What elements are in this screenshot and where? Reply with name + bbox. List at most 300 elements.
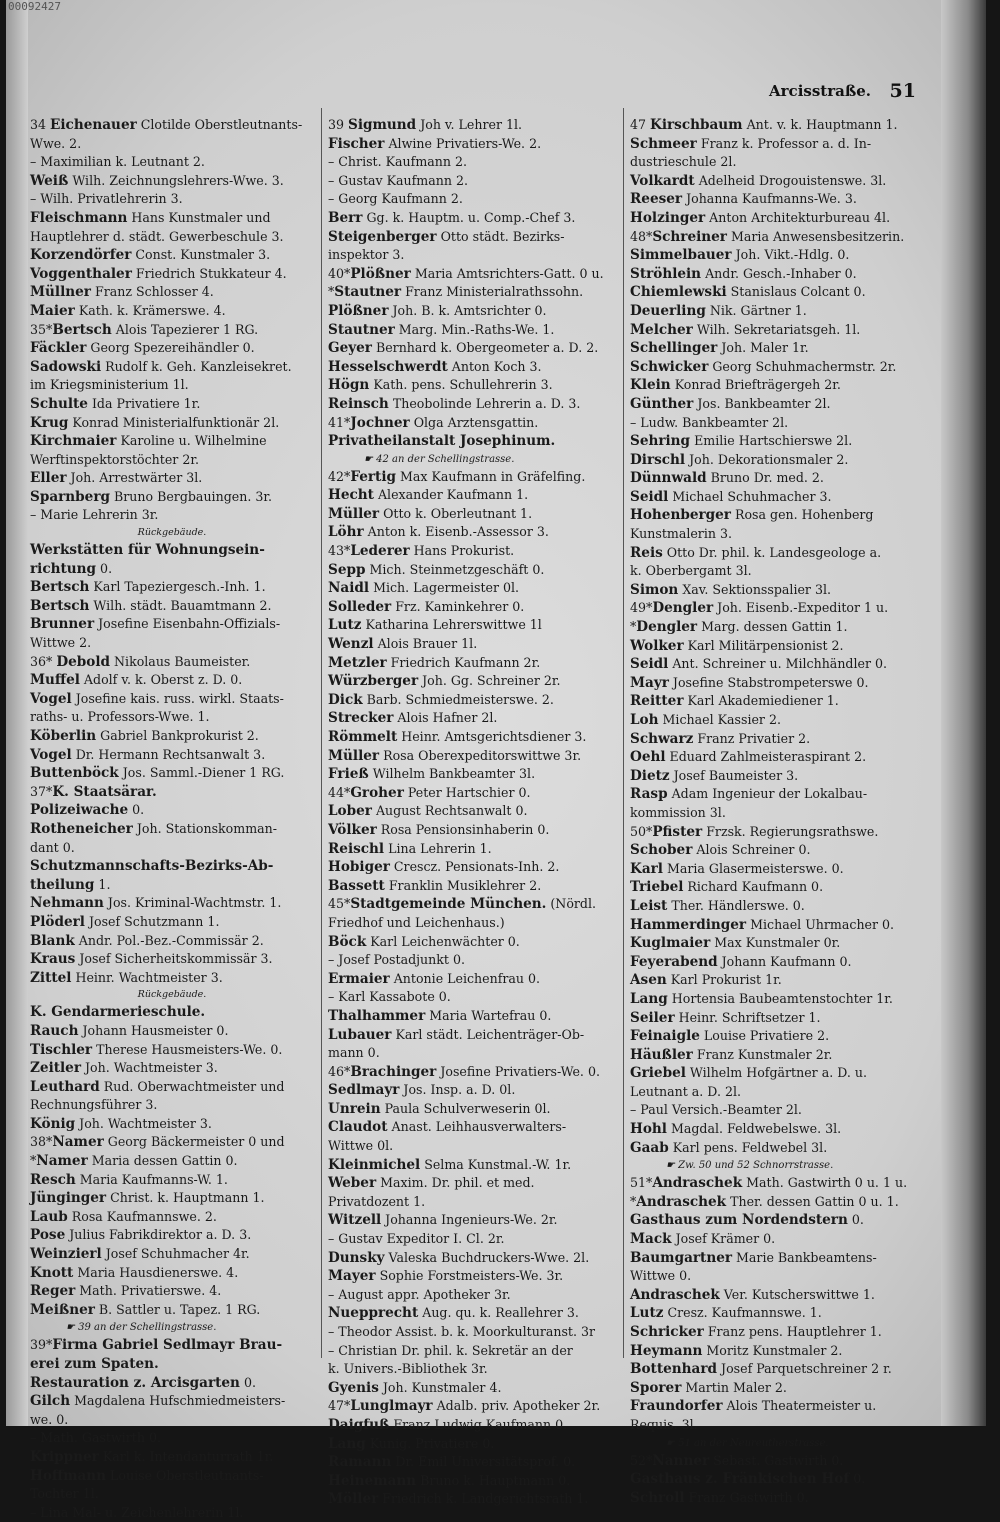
resident-name: Lunglmayr xyxy=(350,1398,433,1415)
entry-details: Clotilde Oberstleutnants- xyxy=(136,117,303,132)
section-heading: Rückgebäude. xyxy=(137,527,207,539)
resident-name: Frieß xyxy=(328,766,369,783)
resident-name: Hobiger xyxy=(328,859,390,876)
entry-details: – Marie Lehrerin 3r. xyxy=(30,507,159,523)
house-number: 47 xyxy=(630,117,651,132)
house-number: * xyxy=(30,1153,37,1169)
resident-name: Eller xyxy=(30,470,67,487)
resident-name: Hesselschwerdt xyxy=(328,358,448,375)
entry-details: Heinr. Schriftsetzer 1. xyxy=(674,1009,821,1025)
directory-entry xyxy=(630,1193,926,1212)
house-number: 40* xyxy=(328,265,351,281)
entry-details: Johanna Kaufmanns-We. 3. xyxy=(682,191,857,207)
directory-entry xyxy=(328,172,620,191)
entry-details: Alexander Kaufmann 1. xyxy=(373,487,529,503)
resident-name: Müllner xyxy=(30,284,91,301)
entry-details: Wittwe 2. xyxy=(30,635,92,651)
resident-name: Simmelbauer xyxy=(630,247,732,264)
entry-details: Alois Schreiner 0. xyxy=(692,842,811,858)
directory-entry xyxy=(630,562,926,581)
entry-details: Adam Ingenieur der Lokalbau- xyxy=(667,786,868,802)
directory-entry xyxy=(30,950,314,969)
resident-name: Deuerling xyxy=(630,302,706,319)
resident-name: Steigenberger xyxy=(328,228,437,245)
column-right xyxy=(630,116,926,1507)
resident-name: Bertsch xyxy=(52,321,112,338)
resident-name: Geyer xyxy=(328,340,372,357)
entry-details: – Lina Mal- u. Zeichenlehrerin 1l. xyxy=(30,1504,244,1520)
directory-entry xyxy=(30,671,314,690)
directory-entry xyxy=(328,486,620,505)
directory-entry xyxy=(630,692,926,711)
entry-details: Rosa Oberexpeditorswittwe 3r. xyxy=(379,747,582,763)
directory-entry xyxy=(630,1027,926,1046)
directory-entry xyxy=(328,1323,620,1342)
directory-entry xyxy=(30,783,314,802)
resident-name: Bassett xyxy=(328,877,385,894)
resident-name: Laub xyxy=(30,1208,68,1225)
entry-details: Joh. Dekorationsmaler 2. xyxy=(685,451,849,467)
resident-name: Gyenis xyxy=(328,1379,379,1396)
directory-entry xyxy=(328,654,620,673)
entry-details: Franz Gastwirth 0. xyxy=(684,1489,809,1505)
directory-entry xyxy=(30,764,314,783)
directory-entry xyxy=(30,1059,314,1078)
directory-entry xyxy=(328,1007,620,1026)
entry-details: Antonie Leichenfrau 0. xyxy=(389,970,541,986)
directory-entry xyxy=(328,858,620,877)
entry-details: 1. xyxy=(94,876,111,892)
entry-details: Josefine Privatiers-We. 0. xyxy=(436,1063,600,1079)
house-number: 48* xyxy=(630,228,653,244)
resident-name: Buttenböck xyxy=(30,765,119,782)
directory-entry xyxy=(630,785,926,804)
resident-name: Schwarz xyxy=(630,730,694,747)
directory-entry xyxy=(30,560,314,579)
entry-details: Anton k. Eisenb.-Assessor 3. xyxy=(363,524,549,540)
entry-details: Louise Privatiere 2. xyxy=(699,1028,830,1044)
directory-entry xyxy=(30,801,314,820)
resident-name: Sepp xyxy=(328,561,366,578)
entry-details: Sebast. Gastwirth 0. xyxy=(709,1452,844,1468)
resident-name: Heinemann xyxy=(328,1472,417,1489)
entry-details: Michael Schuhmacher 3. xyxy=(668,488,832,504)
entry-details: Dr. Emil Universitätsprof. 0. xyxy=(391,1454,576,1470)
house-number: 46* xyxy=(328,1063,351,1079)
entry-details: Maria dessen Gattin 0. xyxy=(87,1153,238,1169)
column-middle xyxy=(328,116,620,1509)
entry-details: Kunstmalerin 3. xyxy=(630,526,732,542)
directory-entry xyxy=(630,637,926,656)
resident-name: Korzendörfer xyxy=(30,247,132,264)
resident-name: Sporer xyxy=(630,1379,682,1396)
entry-details: k. Univers.-Bibliothek 3r. xyxy=(328,1361,488,1377)
directory-entry xyxy=(328,933,620,952)
entry-details: Karoline u. Wilhelmine xyxy=(116,433,267,449)
directory-entry xyxy=(630,1452,926,1471)
directory-entry xyxy=(30,395,314,414)
directory-entry xyxy=(630,599,926,618)
directory-entry xyxy=(328,1156,620,1175)
house-number: 51* xyxy=(630,1175,653,1191)
entry-details: dant 0. xyxy=(30,839,75,855)
entry-details: Ver. Kutscherswittwe 1. xyxy=(719,1286,875,1302)
entry-details: Alois Brauer 1l. xyxy=(373,636,478,652)
entry-details: – Wilh. Privatlehrerin 3. xyxy=(30,191,183,207)
directory-entry xyxy=(630,916,926,935)
entry-details: Mich. Lagermeister 0l. xyxy=(369,580,520,596)
resident-name: Volkardt xyxy=(630,172,695,189)
entry-details: Karl Leichenwächter 0. xyxy=(366,933,520,949)
resident-name: Gaab xyxy=(630,1139,669,1156)
entry-details: Joh. Vikt.-Hdlg. 0. xyxy=(731,247,850,263)
directory-entry xyxy=(30,469,314,488)
directory-entry xyxy=(630,655,926,674)
entry-details: Wilhelm Bankbeamter 3l. xyxy=(368,766,536,782)
directory-entry xyxy=(630,1120,926,1139)
resident-name: Krippner xyxy=(30,1448,99,1465)
resident-name: Wolker xyxy=(630,637,684,654)
entry-details: Lina Lehrerin 1. xyxy=(384,840,492,856)
entry-details: Maria Anwesensbesitzerin. xyxy=(726,228,905,244)
resident-name: Löhr xyxy=(328,524,364,541)
entry-details: Leutnant a. D. 2l. xyxy=(630,1083,741,1099)
directory-entry xyxy=(328,840,620,859)
resident-name: Kraus xyxy=(30,951,76,968)
directory-entry xyxy=(630,228,926,247)
directory-entry xyxy=(328,728,620,747)
directory-entry xyxy=(30,283,314,302)
entry-details: Hans Kunstmaler und xyxy=(127,209,271,225)
entry-details: Andr. Pol.-Bez.-Commissär 2. xyxy=(74,932,264,948)
directory-entry xyxy=(630,265,926,284)
entry-details: Werftinspektorstöchter 2r. xyxy=(30,451,199,467)
directory-entry xyxy=(328,358,620,377)
entry-details: Nikolaus Baumeister. xyxy=(110,653,251,669)
entry-details: Barb. Schmiedmeisterswe. 2. xyxy=(362,691,554,707)
resident-name: Schmeer xyxy=(630,135,697,152)
entry-details: Bruno k. Hauptmann 0. xyxy=(416,1472,571,1488)
directory-entry xyxy=(30,1152,314,1171)
entry-details: Const. Kunstmaler 3. xyxy=(131,247,271,263)
entry-details: Joh. Gg. Schreiner 2r. xyxy=(418,673,561,689)
directory-entry xyxy=(328,1416,620,1435)
resident-name: Chiemlewski xyxy=(630,284,727,301)
entry-details: Maria Amtsrichters-Gatt. 0 u. xyxy=(410,265,604,281)
entry-details: Hans Prokurist. xyxy=(409,543,515,559)
directory-entry xyxy=(30,1208,314,1227)
entry-details: im Kriegsministerium 1l. xyxy=(30,377,189,393)
entry-details: Georg Bäckermeister 0 und xyxy=(103,1134,285,1150)
house-number: 50* xyxy=(630,823,653,839)
resident-name: Nuepprecht xyxy=(328,1305,419,1322)
directory-entry xyxy=(328,1174,620,1193)
resident-name: Reeser xyxy=(630,191,683,208)
resident-name: Polizeiwache xyxy=(30,802,129,819)
directory-entry xyxy=(328,1267,620,1286)
resident-name: Claudot xyxy=(328,1119,388,1136)
directory-entry xyxy=(328,1435,620,1454)
directory-entry xyxy=(328,1360,620,1379)
entry-details: Bruno Dr. med. 2. xyxy=(706,470,824,486)
entry-details: Joh. Maler 1r. xyxy=(717,340,809,356)
resident-name: Schellinger xyxy=(630,340,718,357)
resident-name: Sigmund xyxy=(348,117,417,133)
resident-name: Gasthaus zum Nordendstern xyxy=(630,1212,848,1229)
directory-entry xyxy=(630,581,926,600)
directory-entry xyxy=(630,823,926,842)
entry-details: Wwe. 2. xyxy=(30,135,82,151)
directory-entry xyxy=(328,135,620,154)
resident-name: Würzberger xyxy=(328,673,419,690)
entry-details: Bruno Bergbauingen. 3r. xyxy=(110,488,272,504)
directory-entry xyxy=(30,1355,314,1374)
directory-entry xyxy=(328,747,620,766)
resident-name: Gasthaus z. Fränkischen Hof xyxy=(630,1471,850,1488)
resident-name: Resch xyxy=(30,1171,76,1188)
entry-details: Adelheid Drogouistenswe. 3l. xyxy=(694,172,887,188)
resident-name: Dirschl xyxy=(630,451,686,468)
entry-details: Jos. Kriminal-Wachtmstr. 1. xyxy=(103,895,282,911)
directory-entry xyxy=(630,544,926,563)
entry-details: Ida Privatiere 1r. xyxy=(87,395,201,411)
directory-entry xyxy=(328,1118,620,1137)
resident-name: Reger xyxy=(30,1283,76,1300)
directory-entry xyxy=(30,857,314,876)
column-rule xyxy=(623,108,624,1358)
entry-details: Wittwe 0. xyxy=(630,1268,692,1284)
entry-details: dustrieschule 2l. xyxy=(630,154,737,170)
resident-name: Hohenberger xyxy=(630,507,731,524)
entry-details: Maxim. Dr. phil. et med. xyxy=(376,1175,535,1191)
entry-details: Julius Fabrikdirektor a. D. 3. xyxy=(65,1227,252,1243)
directory-entry xyxy=(30,597,314,616)
resident-name: Werkstätten für Wohnungsein- xyxy=(30,542,265,559)
resident-name: Sadowski xyxy=(30,358,102,375)
resident-name: Muffel xyxy=(30,672,80,689)
entry-details: Valeska Buchdruckers-Wwe. 2l. xyxy=(384,1249,590,1265)
directory-entry xyxy=(30,1429,314,1448)
directory-entry xyxy=(630,1230,926,1249)
directory-entry xyxy=(30,172,314,191)
resident-name: Bertsch xyxy=(30,597,90,614)
directory-entry xyxy=(30,358,314,377)
entry-details: – Paul Versich.-Beamter 2l. xyxy=(630,1102,802,1118)
entry-details: Joh. Eisenb.-Expeditor 1 u. xyxy=(713,600,889,616)
resident-name: Högn xyxy=(328,377,370,394)
directory-entry xyxy=(328,1081,620,1100)
entry-details: Franklin Musiklehrer 2. xyxy=(384,877,542,893)
directory-entry xyxy=(328,1397,620,1416)
resident-name: Blank xyxy=(30,932,75,949)
entry-details: Rud. Oberwachtmeister und xyxy=(99,1078,285,1094)
entry-details: Jos. Insp. a. D. 0l. xyxy=(399,1082,516,1098)
directory-entry xyxy=(630,1360,926,1379)
resident-name: Pfister xyxy=(652,823,703,840)
directory-entry xyxy=(30,820,314,839)
directory-page xyxy=(6,0,986,1520)
resident-name: erei zum Spaten. xyxy=(30,1356,159,1372)
directory-entry xyxy=(30,1189,314,1208)
entry-details: Josef Schutzmann 1. xyxy=(84,913,220,929)
resident-name: Stadtgemeinde München. xyxy=(350,896,547,913)
resident-name: Fertig xyxy=(350,468,396,485)
entry-details: Math. Gastwirth 0 u. 1 u. xyxy=(742,1175,908,1191)
directory-entry xyxy=(328,376,620,395)
entry-details: Requis. 3l. xyxy=(630,1416,698,1432)
directory-entry xyxy=(30,1078,314,1097)
directory-entry xyxy=(328,951,620,970)
entry-details: kommission 3l. xyxy=(630,804,726,820)
resident-name: Kuglmaier xyxy=(630,935,711,952)
directory-entry xyxy=(630,1211,926,1230)
entry-details: – August appr. Apotheker 3r. xyxy=(328,1286,511,1302)
resident-name: Seidl xyxy=(630,488,669,505)
entry-details: Joh. Wachtmeister 3. xyxy=(75,1115,212,1131)
house-number: 49* xyxy=(630,600,653,616)
directory-entry xyxy=(328,579,620,598)
resident-name: Schricker xyxy=(630,1324,704,1340)
resident-name: Voggenthaler xyxy=(30,265,132,282)
directory-entry xyxy=(30,1022,314,1041)
directory-entry xyxy=(30,727,314,746)
resident-name: Zeitler xyxy=(30,1060,81,1077)
entry-details: Josef Schuhmacher 4r. xyxy=(101,1246,250,1262)
entry-details: Gg. k. Hauptm. u. Comp.-Chef 3. xyxy=(362,209,576,225)
resident-name: Solleder xyxy=(328,598,392,615)
directory-entry xyxy=(30,969,314,988)
directory-entry xyxy=(328,765,620,784)
resident-name: Fischer xyxy=(328,135,385,152)
directory-entry xyxy=(328,523,620,542)
running-head-street: Arcisstraße. xyxy=(769,82,871,100)
entry-details: mann 0. xyxy=(328,1045,380,1061)
entry-details: Josefine Stabstrompeterswe 0. xyxy=(668,674,869,690)
entry-details: Anast. Leihhausverwalters- xyxy=(387,1119,567,1135)
directory-entry xyxy=(328,1249,620,1268)
directory-entry xyxy=(30,432,314,451)
entry-details: Joh. Kunstmaler 4. xyxy=(378,1379,502,1395)
entry-details: – Georg Kaufmann 2. xyxy=(328,191,463,207)
resident-name: Rotheneicher xyxy=(30,820,133,837)
resident-name: Sedlmayr xyxy=(328,1082,400,1099)
entry-details: Theobolinde Lehrerin a. D. 3. xyxy=(388,395,581,411)
entry-details: Tochter 1l. xyxy=(30,1486,99,1502)
directory-entry xyxy=(630,1083,926,1102)
entry-details: Hauptlehrer d. städt. Gewerbeschule 3. xyxy=(30,228,284,244)
directory-entry xyxy=(630,897,926,916)
entry-details: Josef Parquetschreiner 2 r. xyxy=(717,1361,892,1377)
resident-name: Leist xyxy=(630,897,668,914)
entry-details: – Math. Gastwirth 0. xyxy=(30,1430,161,1446)
directory-entry xyxy=(30,506,314,525)
resident-name: Simon xyxy=(630,581,679,598)
entry-details: Anton Architekturbureau 4l. xyxy=(705,209,891,225)
entry-details: Max Kunstmaler 0r. xyxy=(710,935,841,951)
house-number: 52* xyxy=(630,1452,653,1468)
entry-details: inspektor 3. xyxy=(328,247,405,263)
entry-details: Franz Schlosser 4. xyxy=(90,284,214,300)
house-number: 35* xyxy=(30,321,53,337)
directory-entry xyxy=(328,988,620,1007)
directory-entry xyxy=(30,1282,314,1301)
directory-entry xyxy=(328,1490,620,1509)
directory-entry xyxy=(630,506,926,525)
entry-details: – Josef Postadjunkt 0. xyxy=(328,952,465,968)
directory-entry xyxy=(630,469,926,488)
entry-details: Friedrich Stukkateur 4. xyxy=(131,265,287,281)
entry-details: Adolf v. k. Oberst z. D. 0. xyxy=(79,672,243,688)
resident-name: Debold xyxy=(56,653,111,670)
directory-entry xyxy=(328,598,620,617)
directory-entry xyxy=(30,1115,314,1134)
directory-entry xyxy=(30,894,314,913)
directory-entry xyxy=(328,1230,620,1249)
resident-name: Dünnwald xyxy=(630,470,707,487)
resident-name: Schwicker xyxy=(630,358,709,375)
resident-name: Dick xyxy=(328,691,363,708)
resident-name: Ermaier xyxy=(328,970,390,987)
resident-name: Seidl xyxy=(630,656,669,673)
directory-entry xyxy=(630,730,926,749)
resident-name: Firma Gabriel Sedlmayr Brau- xyxy=(52,1337,283,1354)
resident-name: Brunner xyxy=(30,616,95,633)
directory-entry xyxy=(328,414,620,433)
resident-name: Zittel xyxy=(30,969,72,986)
directory-entry xyxy=(630,395,926,414)
entry-details: Richard Kaufmann 0. xyxy=(683,879,824,895)
directory-entry xyxy=(328,1342,620,1361)
resident-name: Jünginger xyxy=(30,1190,107,1207)
directory-entry xyxy=(328,153,620,172)
entry-details: Friedrich Kaufmann 2r. xyxy=(386,654,541,670)
entry-details: B. Sattler u. Tapez. 1 RG. xyxy=(94,1301,261,1317)
directory-entry xyxy=(630,172,926,191)
resident-name: Rauch xyxy=(30,1022,79,1039)
resident-name: Nehmann xyxy=(30,895,104,912)
resident-name: Völker xyxy=(328,821,377,838)
resident-name: Karl xyxy=(630,860,663,877)
resident-name: Witzell xyxy=(328,1212,382,1229)
resident-name: Müller xyxy=(328,505,380,522)
directory-entry xyxy=(328,190,620,209)
cross-reference: ☛ Zw. 50 und 52 Schnorrstrasse. xyxy=(666,1160,834,1172)
resident-name: Loh xyxy=(630,712,659,728)
entry-details: Maria Wartefrau 0. xyxy=(425,1007,552,1023)
directory-entry xyxy=(30,1411,314,1430)
directory-entry xyxy=(630,1342,926,1361)
directory-entry xyxy=(30,1245,314,1264)
house-number: 37* xyxy=(30,783,53,799)
entry-details: Emilie Hartschierswe 2l. xyxy=(690,433,853,449)
directory-entry xyxy=(630,302,926,321)
resident-name: Hohl xyxy=(630,1121,667,1138)
directory-entry xyxy=(328,468,620,487)
directory-entry xyxy=(328,1211,620,1230)
resident-name: Daigfuß xyxy=(328,1416,390,1433)
entry-details: Friedrich k. Landgerichtsrath 1. xyxy=(378,1491,589,1507)
directory-entry xyxy=(30,932,314,951)
entry-details: Johanna Ingenieurs-We. 2r. xyxy=(381,1212,558,1228)
entry-details: – Christian Dr. phil. k. Sekretär an der xyxy=(328,1342,573,1358)
entry-details: Magdalena Hufschmiedmeisters- xyxy=(70,1393,286,1409)
directory-entry xyxy=(328,802,620,821)
resident-name: Böck xyxy=(328,933,367,950)
entry-details: Karl Akademiediener 1. xyxy=(683,693,839,709)
entry-details: – Gustav Kaufmann 2. xyxy=(328,172,469,188)
entry-details: Anton Koch 3. xyxy=(447,358,542,374)
entry-details: Heinr. Wachtmeister 3. xyxy=(71,969,223,985)
